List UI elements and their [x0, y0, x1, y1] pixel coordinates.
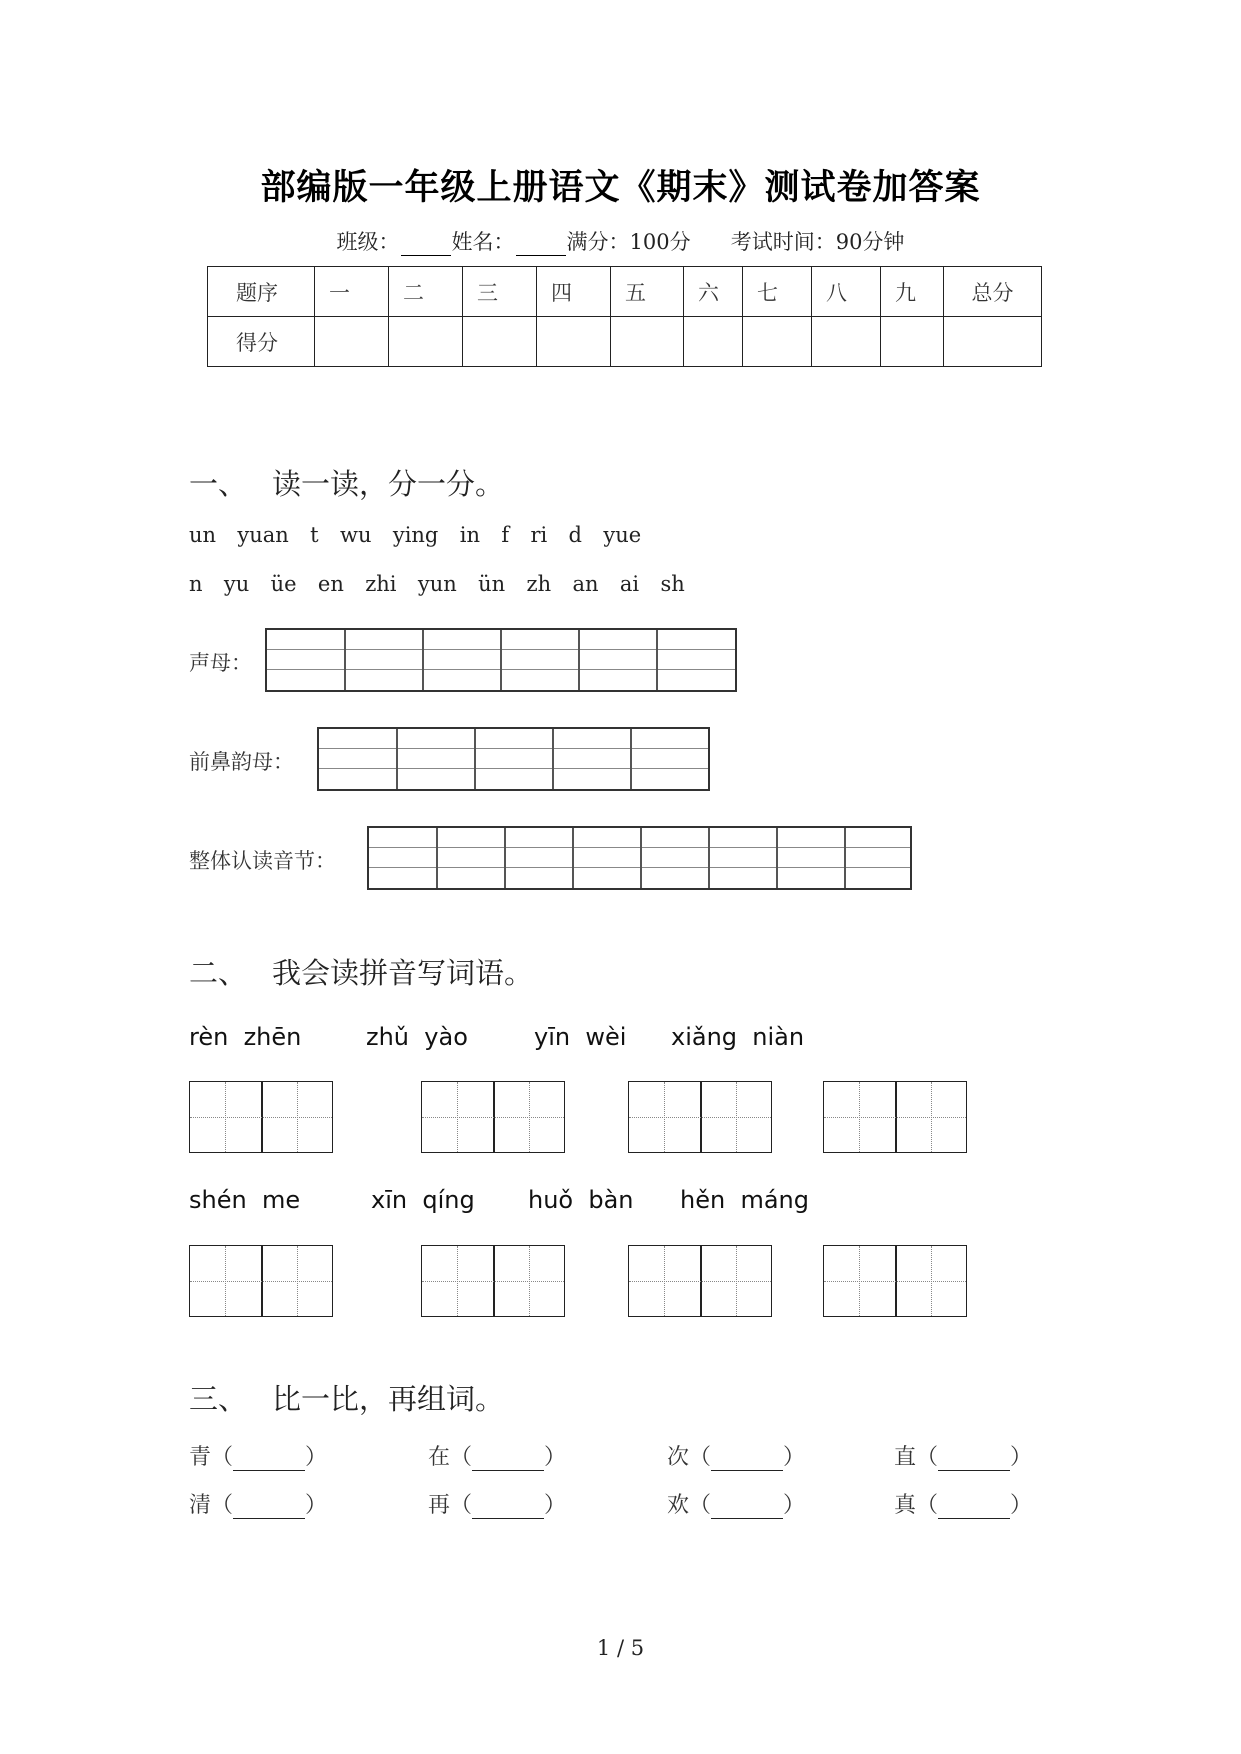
- answer-blank[interactable]: [233, 1450, 305, 1471]
- initials-writing-grid[interactable]: [265, 628, 737, 692]
- character-writing-box[interactable]: [823, 1245, 967, 1317]
- score-cell[interactable]: [743, 317, 812, 367]
- answer-blank[interactable]: [472, 1450, 544, 1471]
- pinyin-word: huǒ bàn: [528, 1186, 634, 1214]
- category-label-front-nasal: 前鼻韵母：: [189, 750, 294, 774]
- section-1-heading: [189, 462, 504, 503]
- answer-blank[interactable]: [472, 1498, 544, 1519]
- score-cell[interactable]: [463, 317, 537, 367]
- name-label: 姓名：: [451, 230, 515, 254]
- category-label-whole-syllables: 整体认读音节：: [189, 849, 336, 873]
- compare-item: 次（ ）: [667, 1445, 806, 1470]
- section-3-heading: [189, 1377, 504, 1418]
- compare-item: 直（ ）: [894, 1445, 1033, 1470]
- section-2-number: 二、: [189, 956, 248, 990]
- score-table-header-cell: 六: [684, 267, 743, 317]
- class-label: 班级：: [336, 230, 400, 254]
- compare-item: 青（ ）: [189, 1445, 328, 1470]
- exam-info: [0, 226, 1241, 256]
- score-table-header-row: [208, 267, 1042, 317]
- pinyin-word: xīn qíng: [371, 1186, 475, 1214]
- compare-item: 真（ ）: [894, 1493, 1033, 1518]
- character-writing-box[interactable]: [189, 1245, 333, 1317]
- character-writing-box[interactable]: [628, 1081, 772, 1153]
- score-table-header-cell: 四: [537, 267, 611, 317]
- compare-item: 清（ ）: [189, 1493, 328, 1518]
- score-table-header-cell: 八: [812, 267, 881, 317]
- score-table-header-cell: 三: [463, 267, 537, 317]
- score-table-header-cell: 五: [611, 267, 684, 317]
- answer-blank[interactable]: [711, 1498, 783, 1519]
- score-cell[interactable]: [537, 317, 611, 367]
- character-writing-box[interactable]: [189, 1081, 333, 1153]
- name-blank[interactable]: [516, 235, 566, 256]
- answer-blank[interactable]: [938, 1498, 1010, 1519]
- full-score: 满分：100分: [566, 230, 691, 254]
- character-writing-box[interactable]: [421, 1081, 565, 1153]
- pinyin-line-2: n yu üe en zhi yun ün zh an ai sh: [189, 572, 685, 596]
- whole-syllables-writing-grid[interactable]: [367, 826, 912, 890]
- answer-blank[interactable]: [711, 1450, 783, 1471]
- page-number: 1 / 5: [596, 1636, 645, 1660]
- answer-blank[interactable]: [938, 1450, 1010, 1471]
- character-writing-box[interactable]: [628, 1245, 772, 1317]
- score-table-header-cell: 九: [881, 267, 944, 317]
- score-table-header-cell: 题序: [208, 267, 315, 317]
- section-1-title: 读一读，分一分。: [272, 467, 505, 501]
- pinyin-word: xiǎng niàn: [671, 1023, 805, 1051]
- pinyin-word: yīn wèi: [534, 1023, 627, 1051]
- pinyin-word: zhǔ yào: [366, 1023, 468, 1051]
- score-cell[interactable]: [389, 317, 463, 367]
- character-writing-box[interactable]: [421, 1245, 565, 1317]
- score-cell[interactable]: [944, 317, 1042, 367]
- score-cell[interactable]: [881, 317, 944, 367]
- section-3-title: 比一比，再组词。: [272, 1382, 505, 1416]
- score-table-header-cell: 一: [315, 267, 389, 317]
- score-cell[interactable]: [611, 317, 684, 367]
- score-cell[interactable]: [315, 317, 389, 367]
- section-1-number: 一、: [189, 467, 248, 501]
- section-2-title: 我会读拼音写词语。: [272, 956, 534, 990]
- score-cell[interactable]: [812, 317, 881, 367]
- score-table: [207, 266, 1042, 367]
- section-3-number: 三、: [189, 1382, 248, 1416]
- score-table-score-row: [208, 317, 1042, 367]
- pinyin-word: hěn máng: [680, 1186, 809, 1214]
- score-table-header-cell: 七: [743, 267, 812, 317]
- category-label-initials: 声母：: [189, 651, 252, 675]
- page-title: 部编版一年级上册语文《期末》测试卷加答案: [260, 167, 981, 208]
- section-2-heading: [189, 951, 533, 992]
- compare-item: 欢（ ）: [667, 1493, 806, 1518]
- compare-item: 再（ ）: [428, 1493, 567, 1518]
- character-writing-box[interactable]: [823, 1081, 967, 1153]
- score-table-header-cell: 总分: [944, 267, 1042, 317]
- pinyin-word: rèn zhēn: [189, 1023, 302, 1051]
- pinyin-word: shén me: [189, 1186, 301, 1214]
- exam-time: 考试时间：90分钟: [730, 230, 905, 254]
- pinyin-line-1: un yuan t wu ying in f ri d yue: [189, 523, 642, 547]
- front-nasal-writing-grid[interactable]: [317, 727, 710, 791]
- score-cell[interactable]: [684, 317, 743, 367]
- class-blank[interactable]: [401, 235, 451, 256]
- score-table-header-cell: 二: [389, 267, 463, 317]
- compare-item: 在（ ）: [428, 1445, 567, 1470]
- answer-blank[interactable]: [233, 1498, 305, 1519]
- score-row-label: 得分: [208, 317, 315, 367]
